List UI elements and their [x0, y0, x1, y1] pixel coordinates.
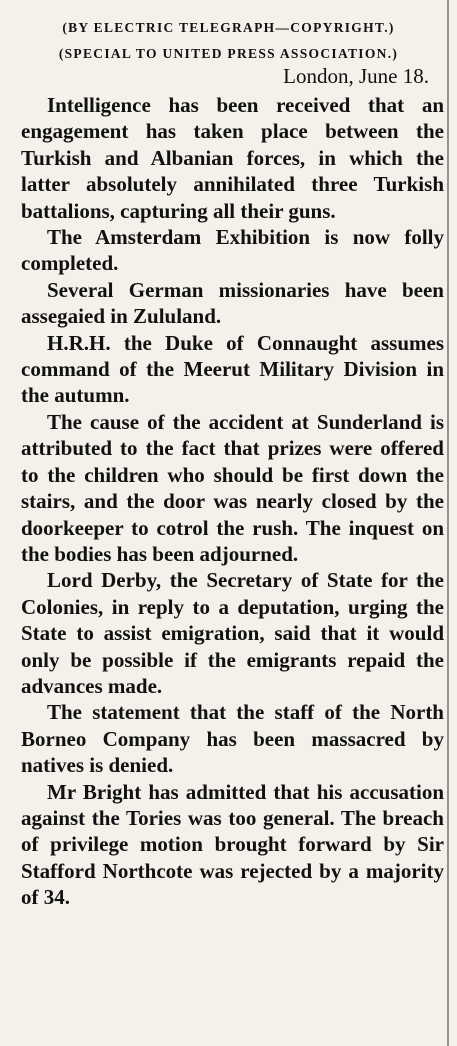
credit-line-telegraph: (BY ELECTRIC TELEGRAPH—COPYRIGHT.) — [62, 20, 395, 35]
credit-line-association: (SPECIAL TO UNITED PRESS ASSOCIATION.) — [58, 46, 399, 61]
paragraph-duke-of-connaught: H.R.H. the Duke of Connaught assumes command of the Meerut Military Division in the autumn. — [21, 330, 444, 408]
paragraph-north-borneo: The statement that the staff of the North Borneo Company has been massacred by natives is denied. — [21, 700, 444, 778]
paragraph-sunderland-accident: The cause of the accident at Sunderland is attributed to the fact that prizes were offered to the children who should be first down the stairs, and the door was nearly closed by the doorkeeper to cotrol the rush. The inquest on the bodies has been adjourned. — [21, 409, 444, 566]
paragraph-amsterdam-exhibition: The Amsterdam Exhibition is now folly completed. — [21, 225, 444, 276]
paragraph-albanian-engagement: Intelligence has been received that an engagement has taken place between the Turkish and Albanian forces, in which the latter absolutely annihilated three Turkish battalions, capturing all their guns. — [21, 93, 444, 223]
bleed-through-text-bottom — [0, 1026, 457, 1046]
dateline: London, June 18. — [283, 64, 429, 88]
bleed-through-text-top — [0, 0, 457, 20]
paragraph-missionaries: Several German missionaries have been assegaied in Zululand. — [21, 277, 444, 329]
column-rule — [447, 0, 449, 1046]
paragraph-lord-derby: Lord Derby, the Secretary of State for the Colonies, in reply to a deputation, urging the State to assist emigration, said that it would only be possible if the emigrants repaid the advances made. — [21, 568, 444, 698]
paragraph-mr-bright: Mr Bright has admitted that his accusation against the Tories was too general. The breach of privilege motion brought forward by Sir Stafford Northcote was rejected by a majority of 34. — [21, 779, 444, 910]
article-body — [21, 92, 444, 911]
